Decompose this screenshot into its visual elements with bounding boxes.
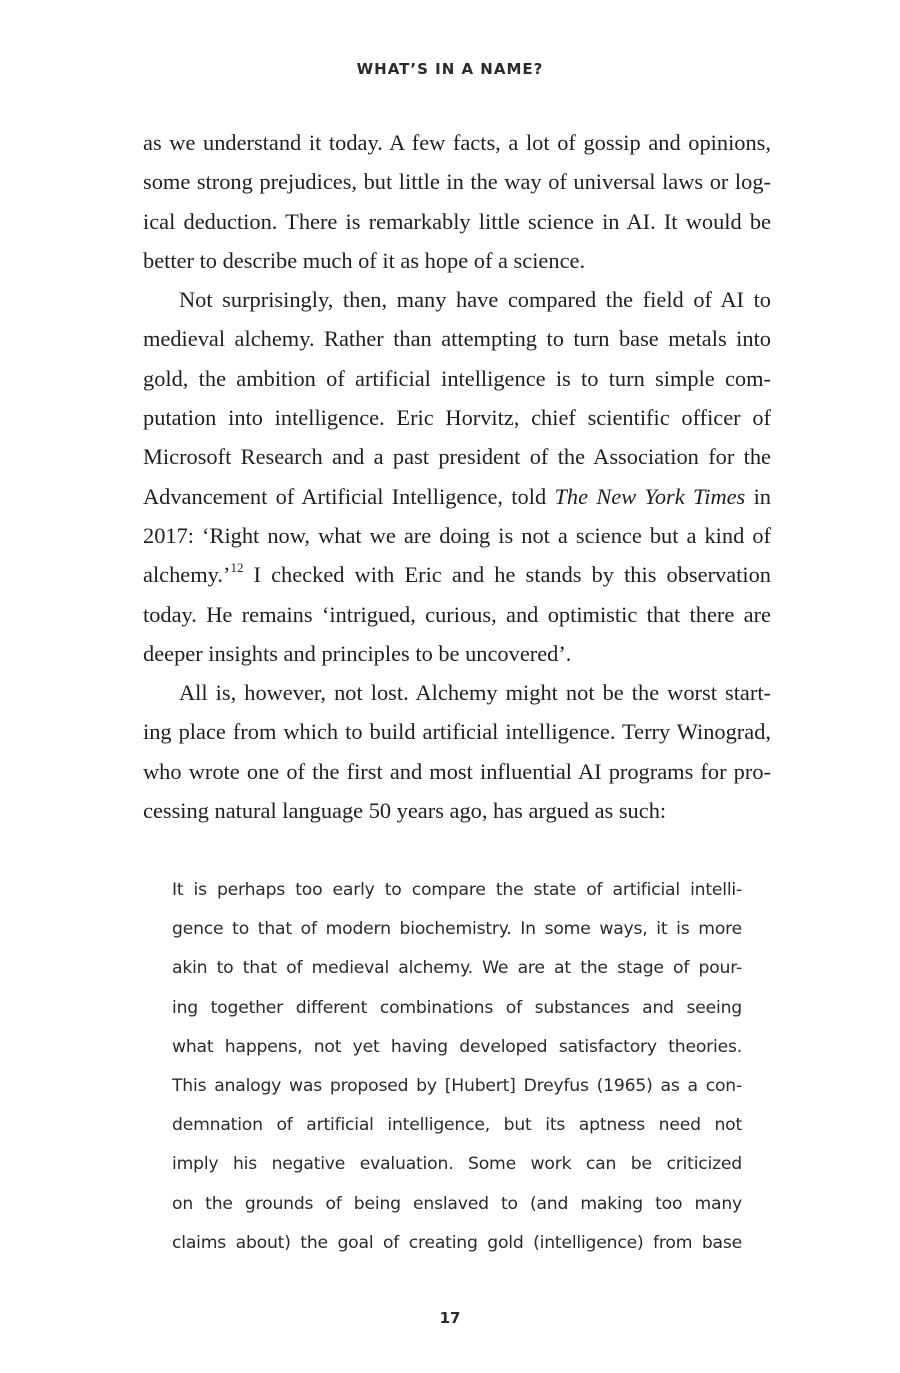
- paragraph-line: today. He remains ‘intrigued, curious, and optimistic that there are: [143, 601, 771, 627]
- page-number: 17: [439, 1309, 461, 1327]
- paragraph-line: 2017: ‘Right now, what we are doing is not a science but a kind of: [143, 522, 771, 548]
- paragraph-line: Microsoft Research and a past president of the Association for the: [143, 444, 771, 470]
- quote-line: what happens, not yet having developed satisfactory theories.: [172, 1036, 742, 1057]
- text-run: Advancement of Artificial Intelligence, told: [143, 483, 555, 509]
- paragraph-line: who wrote one of the first and most influential AI programs for pro-: [143, 758, 771, 784]
- quote-line: claims about) the goal of creating gold (intelligence) from base: [172, 1232, 742, 1253]
- text-run: I checked with Eric and he stands by this observation: [243, 562, 771, 588]
- paragraph-line: gold, the ambition of artificial intelligence is to turn simple com-: [143, 365, 771, 391]
- block-quote: [172, 871, 742, 1263]
- quote-line: ing together different combinations of substances and seeing: [172, 997, 742, 1018]
- paragraph-line: [143, 477, 771, 516]
- quote-line: This analogy was proposed by [Hubert] Dreyfus (1965) as a con-: [172, 1075, 742, 1096]
- paragraph-line: medieval alchemy. Rather than attempting to turn base metals into: [143, 326, 771, 352]
- quote-line: akin to that of medieval alchemy. We are at the stage of pour-: [172, 958, 742, 979]
- paragraph-line: deeper insights and principles to be uncovered’.: [143, 640, 572, 666]
- body-text: [143, 123, 771, 830]
- text-run: alchemy.’: [143, 562, 231, 588]
- running-head: WHAT’S IN A NAME?: [356, 60, 544, 78]
- newspaper-title: The New York Times: [554, 483, 746, 509]
- paragraph-line: as we understand it today. A few facts, a lot of gossip and opinions,: [143, 130, 771, 155]
- footnote-ref: 12: [230, 559, 244, 575]
- quote-line: demnation of artificial intelligence, but its aptness need not: [172, 1115, 742, 1136]
- paragraph-line: better to describe much of it as hope of a science.: [143, 247, 586, 273]
- paragraph-line: putation into intelligence. Eric Horvitz, chief scientific officer of: [143, 405, 771, 431]
- paragraph-line: some strong prejudices, but little in the way of universal laws or log-: [143, 169, 771, 195]
- paragraph-line: All is, however, not lost. Alchemy might not be the worst start-: [179, 680, 771, 706]
- paragraph-line: cessing natural language 50 years ago, has argued as such:: [143, 798, 667, 824]
- paragraph-line: ical deduction. There is remarkably little science in AI. It would be: [143, 208, 771, 234]
- quote-line: It is perhaps too early to compare the state of artificial intelli-: [172, 880, 742, 900]
- paragraph-line: ing place from which to build artificial intelligence. Terry Winograd,: [143, 719, 771, 745]
- paragraph-line: Not surprisingly, then, many have compared the field of AI to: [179, 287, 771, 313]
- quote-line: imply his negative evaluation. Some work can be criticized: [172, 1154, 742, 1175]
- quote-line: on the grounds of being enslaved to (and making too many: [172, 1193, 742, 1214]
- text-run: in: [745, 483, 771, 509]
- paragraph-line: [143, 555, 771, 594]
- quote-line: gence to that of modern biochemistry. In some ways, it is more: [172, 919, 742, 940]
